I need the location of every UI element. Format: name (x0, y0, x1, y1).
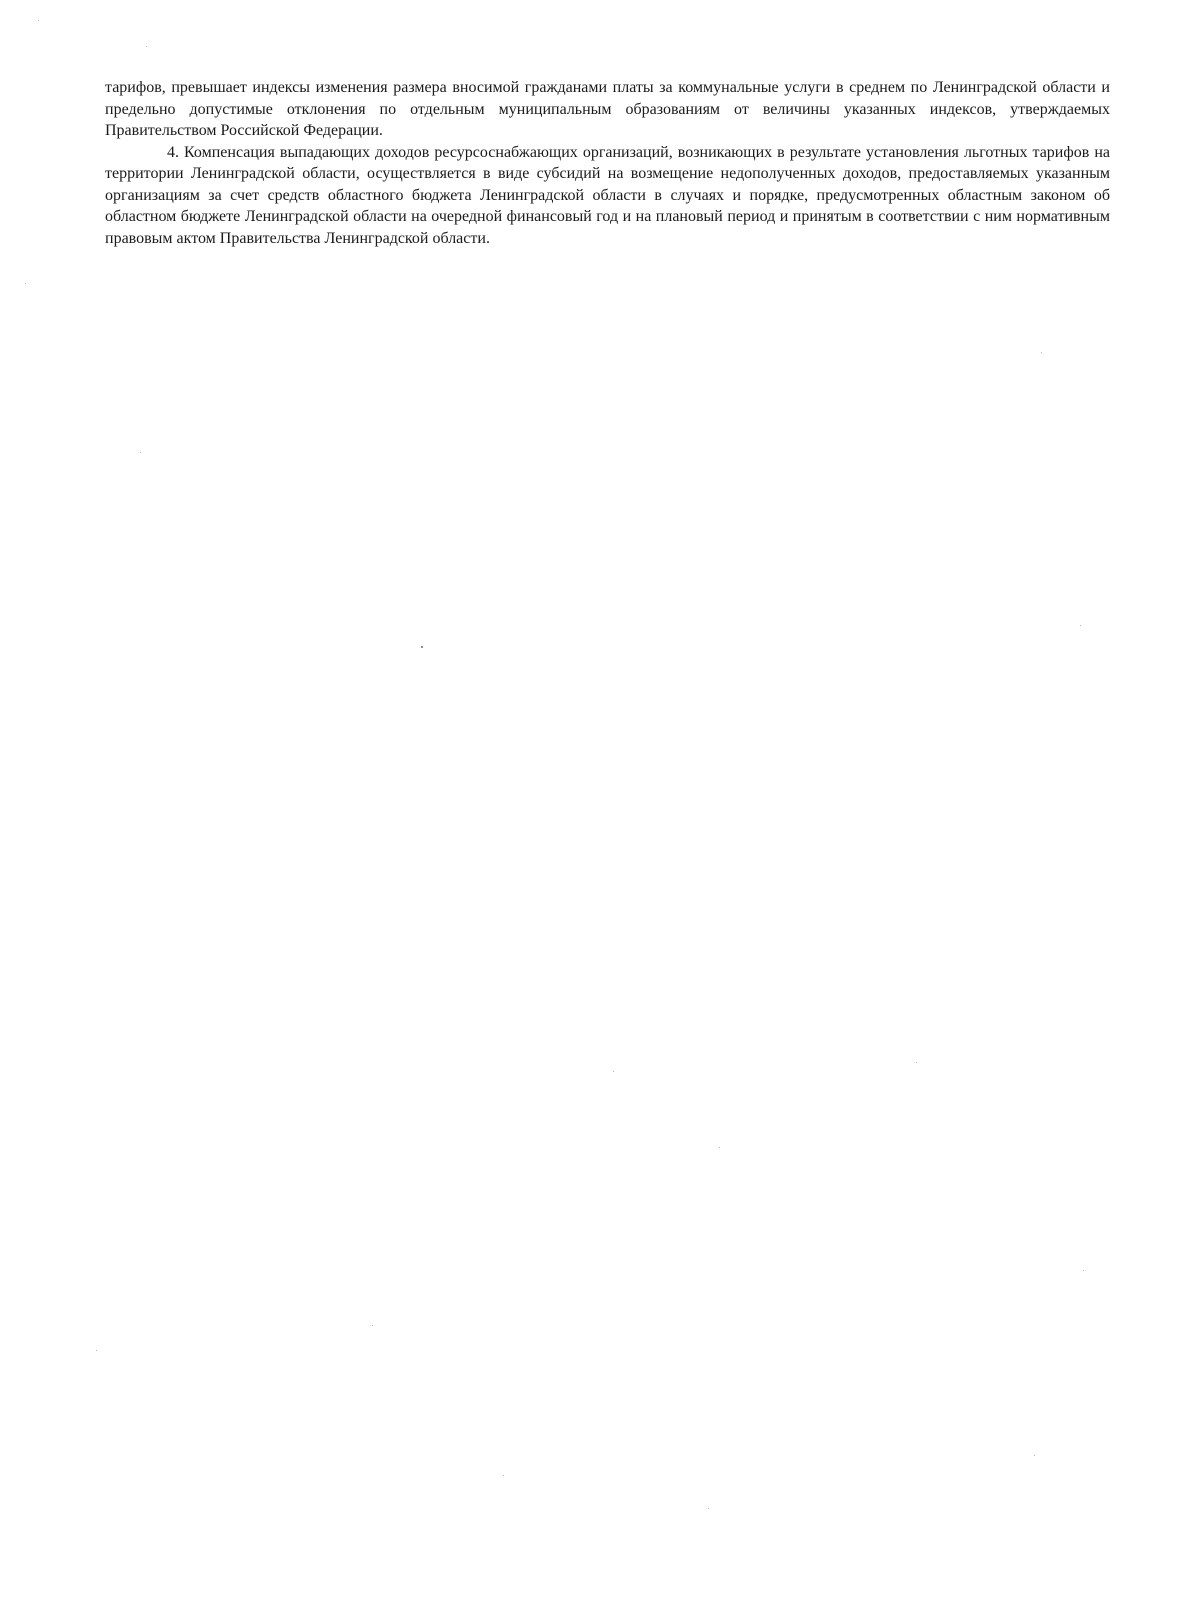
scan-speck (421, 646, 423, 648)
scan-speck (96, 1350, 97, 1351)
scan-speck (1034, 1455, 1035, 1456)
scan-speck (613, 1071, 614, 1072)
document-body (105, 77, 1110, 249)
scan-speck (372, 1325, 373, 1326)
scan-speck (1080, 625, 1081, 626)
scan-speck (916, 1062, 917, 1063)
scan-speck (146, 46, 147, 47)
scan-speck (1083, 1270, 1084, 1271)
scan-speck (1041, 352, 1042, 353)
scan-speck (140, 452, 141, 453)
paragraph-item-4: 4. Компенсация выпадающих доходов ресурсоснабжающих организаций, возникающих в результате установления льготных тарифов на территории Ленинградской области, осуществляется в виде субсидий на возмещение недополученных доходов, предоставляемых указанным организациям за счет средств областного бюджета Ленинградской области в случаях и порядке, предусмотренных областным законом об областном бюджете Ленинградской области на очередной финансовый год и на плановый период и принятым в соответствии с ним нормативным правовым актом Правительства Ленинградской области. (105, 143, 1110, 247)
scan-speck (25, 283, 26, 284)
scan-speck (719, 1147, 720, 1148)
scan-speck (503, 1475, 504, 1476)
scan-speck (38, 20, 39, 21)
scan-speck (708, 1508, 709, 1509)
paragraph-continuation: тарифов, превышает индексы изменения размера вносимой гражданами платы за коммунальные услуги в среднем по Ленинградской области и предельно допустимые отклонения по отдельным муниципальным образованиям от величины указанных индексов, утверждаемых Правительством Российской Федерации. (105, 79, 1110, 139)
